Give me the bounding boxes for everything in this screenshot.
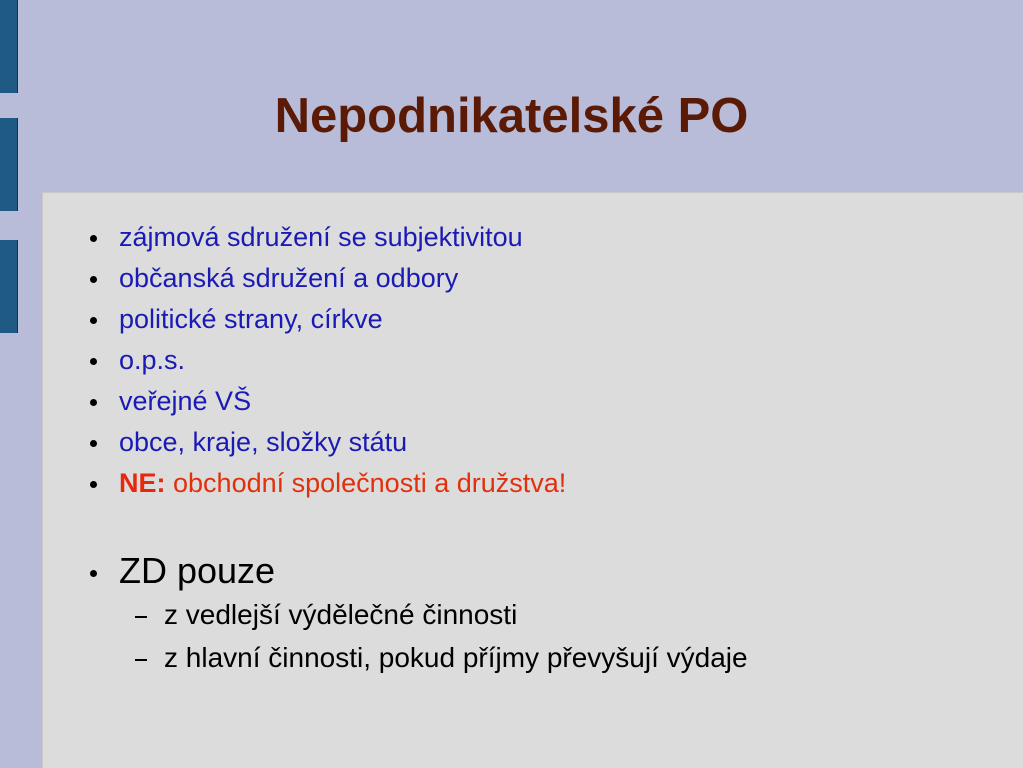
bullet-dot-icon <box>90 399 97 406</box>
zd-list-item <box>87 549 748 593</box>
sub-list-item-text: z vedlejší výdělečné činnosti <box>164 599 518 630</box>
zd-sub-list <box>132 593 748 679</box>
dash-bullet-icon <box>135 659 147 661</box>
edge-bar-bottom <box>0 240 18 333</box>
list-item <box>87 258 566 299</box>
bullet-dot-icon <box>90 570 97 577</box>
sub-list-item <box>132 593 748 636</box>
edge-bar-top <box>0 0 18 93</box>
dash-bullet-icon <box>135 616 147 618</box>
bullet-dot-icon <box>90 440 97 447</box>
ne-text: obchodní společnosti a družstva! <box>173 468 567 498</box>
list-item <box>87 422 566 463</box>
ne-label: NE: <box>119 468 166 498</box>
list-item-text: politické strany, církve <box>119 304 383 334</box>
list-item <box>87 217 566 258</box>
list-item <box>87 299 566 340</box>
bullet-dot-icon <box>90 276 97 283</box>
zd-section <box>87 549 748 679</box>
sub-list-item <box>132 636 748 679</box>
list-item <box>87 381 566 422</box>
list-item-text: zájmová sdružení se subjektivitou <box>119 222 523 252</box>
slide-title: Nepodnikatelské PO <box>274 89 749 143</box>
bullet-dot-icon <box>90 235 97 242</box>
list-item <box>87 340 566 381</box>
bullet-dot-icon <box>90 317 97 324</box>
bullet-dot-icon <box>90 481 97 488</box>
list-item-text: občanská sdružení a odbory <box>119 263 459 293</box>
list-item-text: veřejné VŠ <box>119 386 252 416</box>
list-item-text: obce, kraje, složky státu <box>119 427 408 457</box>
content-panel <box>42 192 1023 768</box>
ne-list-item <box>87 463 566 504</box>
zd-label: ZD pouze <box>119 550 276 591</box>
bullet-dot-icon <box>90 358 97 365</box>
list-item-text: o.p.s. <box>119 345 186 375</box>
sub-list-item-text: z hlavní činnosti, pokud příjmy převyšují výdaje <box>164 642 748 673</box>
bullet-list <box>87 217 566 504</box>
